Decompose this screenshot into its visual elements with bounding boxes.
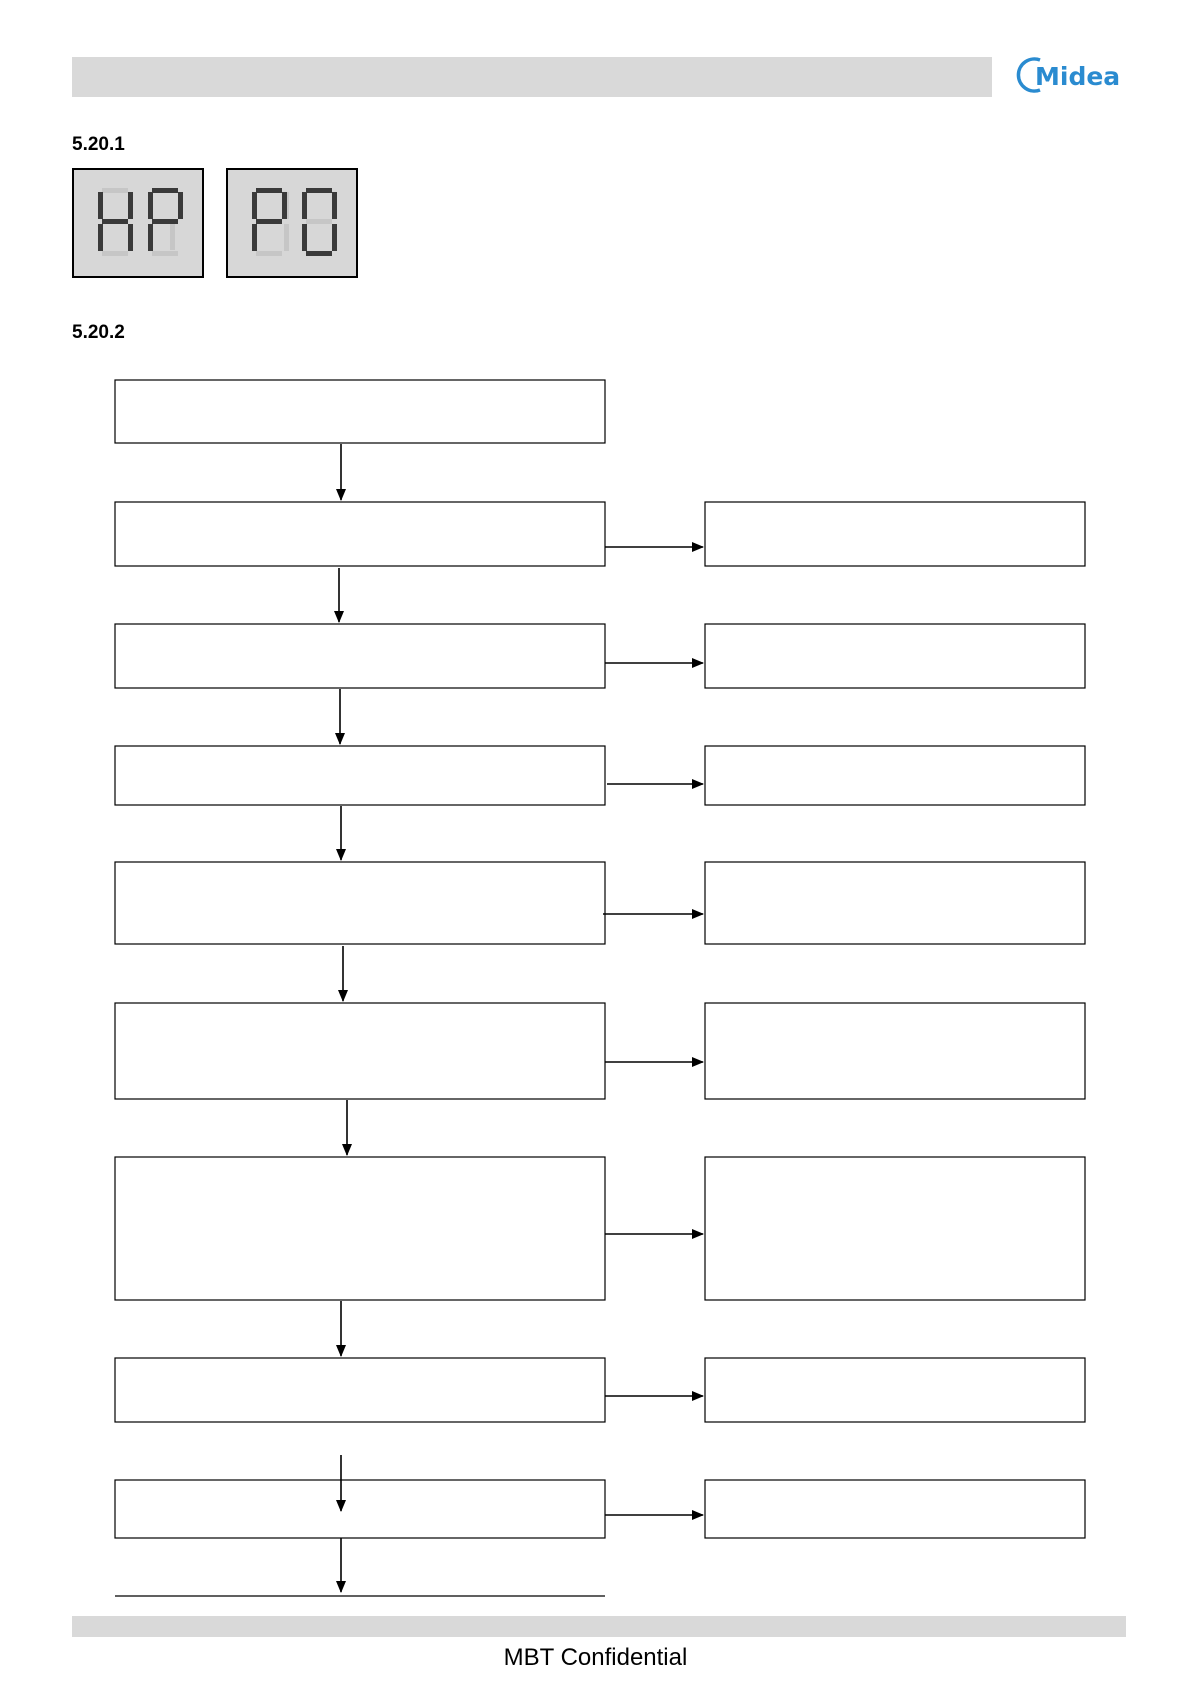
flow-step-box-5 bbox=[115, 862, 605, 944]
flow-action-box-2 bbox=[705, 624, 1085, 688]
flow-step-box-6 bbox=[115, 1003, 605, 1099]
section-number-5-20-1: 5.20.1 bbox=[72, 134, 125, 155]
flow-action-box-3 bbox=[705, 746, 1085, 805]
footer-confidential: MBT Confidential bbox=[503, 1644, 688, 1671]
flow-step-box-4 bbox=[115, 746, 605, 805]
flow-action-box-1 bbox=[705, 502, 1085, 566]
flow-step-box-9 bbox=[115, 1480, 605, 1538]
logo-text: Midea bbox=[1035, 62, 1121, 91]
flow-action-box-8 bbox=[705, 1480, 1085, 1538]
flow-action-box-4 bbox=[705, 862, 1085, 944]
flow-step-box-2 bbox=[115, 502, 605, 566]
flow-action-box-6 bbox=[705, 1157, 1085, 1300]
flow-step-box-8 bbox=[115, 1358, 605, 1422]
flow-step-box-7 bbox=[115, 1157, 605, 1300]
section-number-5-20-2: 5.20.2 bbox=[72, 322, 125, 343]
flow-step-box-1 bbox=[115, 380, 605, 443]
flow-action-box-7 bbox=[705, 1358, 1085, 1422]
flow-action-box-5 bbox=[705, 1003, 1085, 1099]
flow-step-box-3 bbox=[115, 624, 605, 688]
footer-bar bbox=[72, 1616, 1126, 1637]
